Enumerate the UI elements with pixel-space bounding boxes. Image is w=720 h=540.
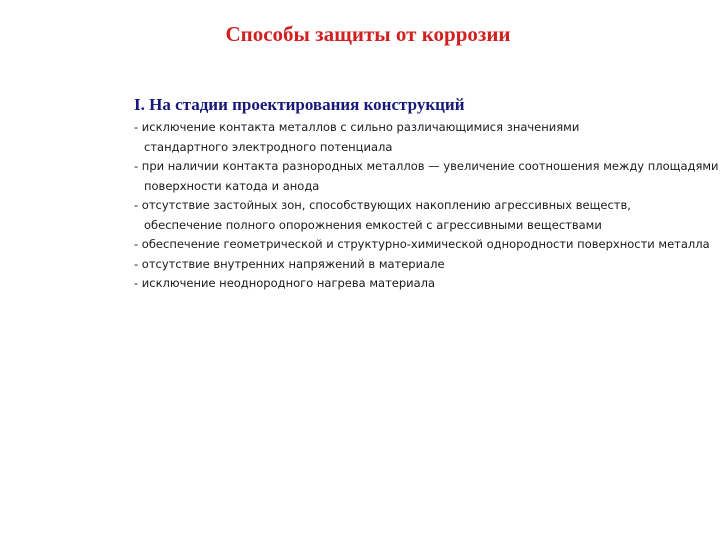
list-item: [134, 235, 720, 255]
bullet-text: - исключение неоднородного нагрева материала: [134, 276, 436, 290]
bullet-text: - отсутствие застойных зон, способствующих накоплению агрессивных веществ,: [134, 198, 631, 212]
list-item: [134, 196, 720, 235]
bullet-text: - при наличии контакта разнородных металлов — увеличение соотношения между площадями: [134, 159, 719, 173]
bullet-list: [134, 118, 720, 294]
section-heading: I. На стадии проектирования конструкций: [134, 95, 465, 114]
list-item: [134, 255, 720, 275]
bullet-text: - обеспечение геометрической и структурно-химической однородности поверхности металла: [134, 237, 710, 251]
list-item: [134, 157, 720, 196]
bullet-text: - исключение контакта металлов с сильно различающимися значениями: [134, 120, 580, 134]
slide-content: [134, 94, 720, 294]
bullet-continuation: поверхности катода и анода: [144, 178, 320, 193]
list-item: [134, 274, 720, 294]
bullet-continuation: обеспечение полного опорожнения емкостей с агрессивными веществами: [144, 217, 602, 232]
slide-title: Способы защиты от коррозии: [225, 22, 511, 46]
bullet-text: - отсутствие внутренних напряжений в материале: [134, 256, 445, 271]
list-item: [134, 118, 720, 157]
bullet-continuation: стандартного электродного потенциала: [144, 139, 393, 154]
